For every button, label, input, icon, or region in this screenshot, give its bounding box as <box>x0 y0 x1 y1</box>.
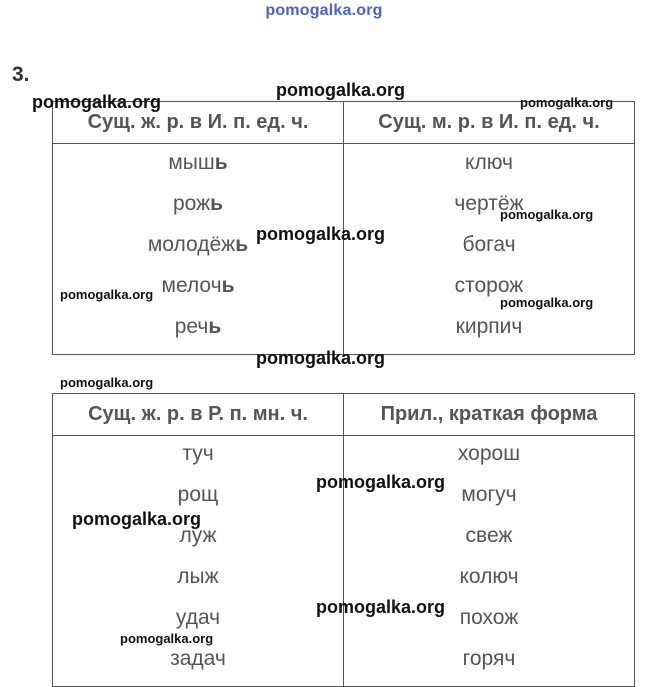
list-item: чертёж <box>454 192 524 215</box>
table1-header-1: Сущ. ж. р. в И. п. ед. ч. <box>53 102 344 144</box>
list-item: удач <box>175 606 221 629</box>
watermark: pomogalka.org <box>316 597 446 617</box>
list-item: речь <box>174 315 222 338</box>
watermark: pomogalka.org <box>276 80 406 100</box>
watermark: pomogalka.org <box>500 295 594 310</box>
list-item: богач <box>462 233 516 256</box>
list-item: колюч <box>459 565 519 588</box>
exercise-number: 3. <box>12 63 30 86</box>
list-item: ключ <box>465 151 513 174</box>
watermark: pomogalka.org <box>500 207 594 222</box>
watermark: pomogalka.org <box>520 95 614 110</box>
list-item: луж <box>179 524 217 547</box>
list-item: лыж <box>177 565 219 588</box>
top-watermark: pomogalka.org <box>265 2 383 19</box>
table2-header-1: Сущ. ж. р. в Р. п. мн. ч. <box>53 394 344 436</box>
list-item: сторож <box>454 274 524 297</box>
list-item: мышь <box>168 151 228 174</box>
watermark: pomogalka.org <box>72 509 202 529</box>
list-item: свеж <box>465 524 513 547</box>
watermark: pomogalka.org <box>60 287 154 302</box>
watermark: pomogalka.org <box>256 224 386 244</box>
list-item: хорош <box>457 442 521 465</box>
list-item: задач <box>170 647 226 670</box>
list-item: рожь <box>172 192 224 215</box>
list-item: мелочь <box>161 274 235 297</box>
list-item: молодёжь <box>147 233 249 256</box>
list-item: рощ <box>177 483 219 506</box>
watermark: pomogalka.org <box>256 348 386 368</box>
watermark: pomogalka.org <box>120 631 214 646</box>
list-item: кирпич <box>455 315 523 338</box>
watermark: pomogalka.org <box>32 92 162 112</box>
watermark: pomogalka.org <box>60 375 154 390</box>
list-item: горяч <box>462 647 516 670</box>
table2-header-2: Прил., краткая форма <box>344 394 635 436</box>
list-item: могуч <box>461 483 517 506</box>
watermark: pomogalka.org <box>316 472 446 492</box>
list-item: похож <box>459 606 519 629</box>
table1-header-2: Сущ. м. р. в И. п. ед. ч. <box>344 102 635 144</box>
list-item: туч <box>182 442 214 465</box>
